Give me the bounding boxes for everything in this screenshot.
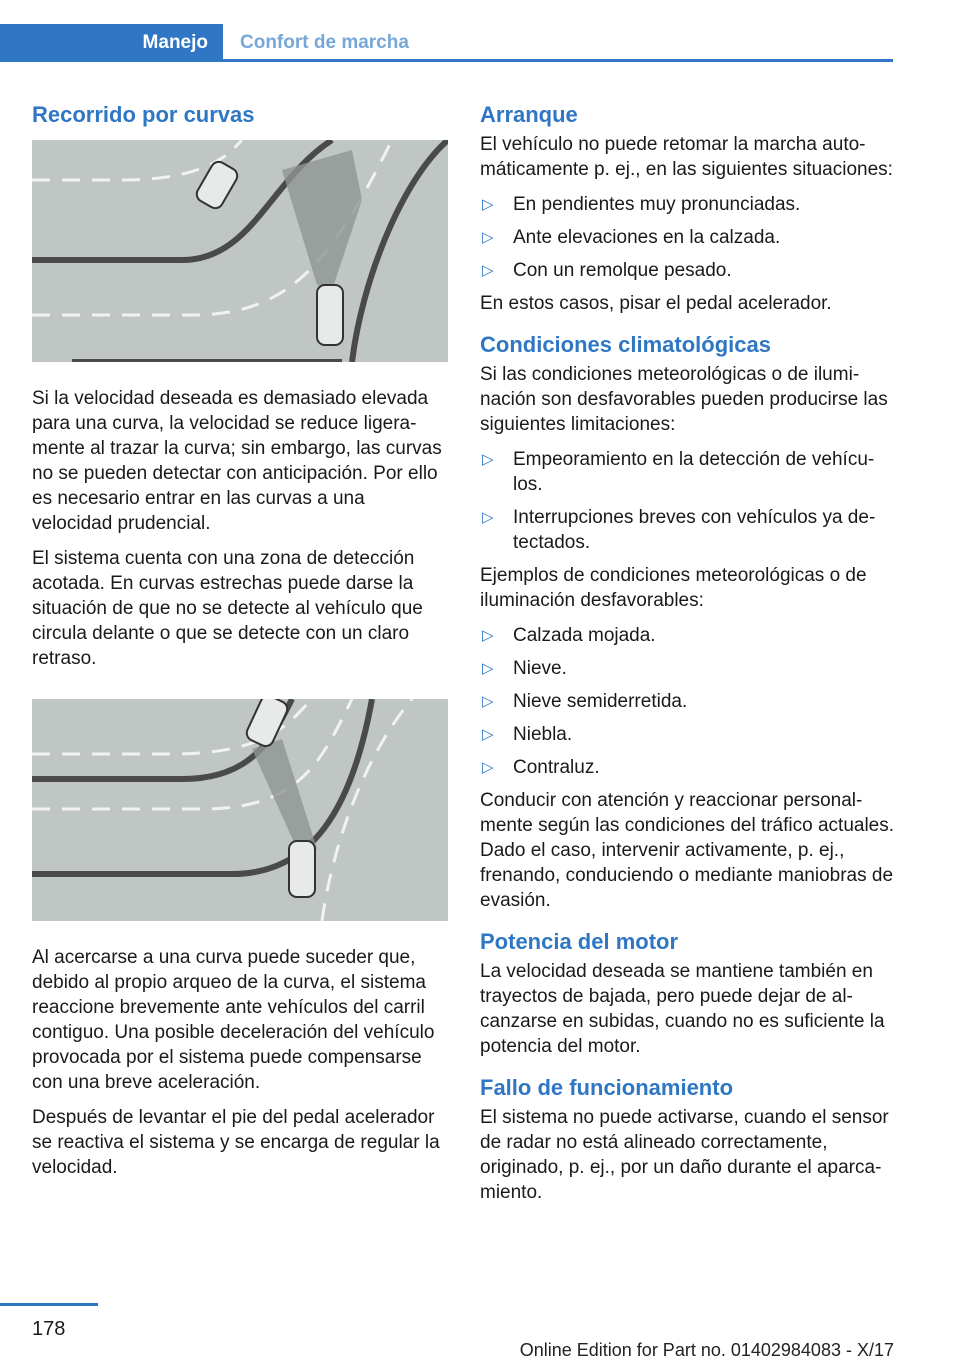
tab-confort-label: Confort de marcha bbox=[240, 32, 409, 53]
heading-recorrido-curvas: Recorrido por curvas bbox=[32, 102, 255, 127]
triangle-bullet-icon: ▷ bbox=[482, 451, 494, 468]
paragraph-reactivacion: Después de levantar el pie del pedal acelerador se reactiva el sistema y se encarga de regular la velocidad. bbox=[32, 1107, 440, 1178]
heading-potencia-motor: Potencia del motor bbox=[480, 929, 679, 954]
list-item: ▷ Con un remolque pesado. bbox=[482, 260, 732, 281]
triangle-bullet-icon: ▷ bbox=[482, 229, 494, 246]
paragraph-carril-contiguo: Al acercarse a una curva puede suceder que, debido al propio arqueo de la curva, el sistema reaccione brevemente ante vehículos del carril contiguo. Una posible deceleración del vehículo provocada por el sistema puede compensarse con una breve aceleración. bbox=[32, 947, 435, 1093]
footer-edition: Online Edition for Part no. 01402984083 - X/17 bbox=[519, 1340, 894, 1360]
triangle-bullet-icon: ▷ bbox=[482, 262, 494, 279]
list-item: ▷ Niebla. bbox=[482, 724, 573, 745]
paragraph-clima-outro: Conducir con atención y reaccionar personalmente según las condiciones del tráfico actuales. Dado el caso, intervenir activamente, p. ej., frenando, conduciendo o mediante maniobras de evasión. bbox=[480, 790, 895, 911]
triangle-bullet-icon: ▷ bbox=[482, 726, 494, 743]
paragraph-potencia: La velocidad deseada se mantiene también en trayectos de bajada, pero puede dejar de alcanzarse en subidas, cuando no es suficiente la potencia del motor. bbox=[480, 961, 885, 1057]
paragraph-clima-intro: Si las condiciones meteorológicas o de iluminación son desfavorables pueden producirse las siguientes limitaciones: bbox=[480, 364, 888, 435]
curve-illustration-2 bbox=[32, 699, 448, 921]
list-item: ▷ Nieve semiderretida. bbox=[482, 691, 688, 712]
triangle-bullet-icon: ▷ bbox=[482, 196, 494, 213]
list-item: ▷ Ante elevaciones en la calzada. bbox=[482, 227, 781, 248]
curve-illustration-1 bbox=[32, 140, 448, 362]
list-item: ▷ Calzada mojada. bbox=[482, 625, 656, 646]
triangle-bullet-icon: ▷ bbox=[482, 509, 494, 526]
list-item: ▷ En pendientes muy pronunciadas. bbox=[482, 194, 801, 215]
triangle-bullet-icon: ▷ bbox=[482, 660, 494, 677]
paragraph-clima-ejemplos: Ejemplos de condiciones meteorológicas o de iluminación desfavorables: bbox=[480, 565, 867, 611]
heading-fallo-funcionamiento: Fallo de funcionamiento bbox=[480, 1075, 734, 1100]
header-rule bbox=[0, 59, 893, 62]
list-item: ▷ Contraluz. bbox=[482, 757, 600, 778]
list-item: ▷ Empeoramiento en la detección de vehículos. bbox=[482, 449, 875, 495]
left-column bbox=[32, 100, 448, 1190]
list-arranque bbox=[480, 192, 896, 283]
list-limitaciones bbox=[480, 447, 896, 555]
paragraph-arranque-outro: En estos casos, pisar el pedal acelerador. bbox=[480, 293, 832, 314]
triangle-bullet-icon: ▷ bbox=[482, 693, 494, 710]
heading-condiciones-climatologicas: Condiciones climatológicas bbox=[480, 332, 771, 357]
list-ejemplos bbox=[480, 623, 896, 780]
page-number: 178 bbox=[32, 1318, 66, 1340]
tab-confort-de-marcha[interactable] bbox=[240, 24, 409, 59]
list-item: ▷ Nieve. bbox=[482, 658, 567, 679]
paragraph-curvas-velocidad: Si la velocidad deseada es demasiado elevada para una curva, la velocidad se reduce ligeramente al trazar la curva; sin embargo, las curvas no se pueden detectar con anticipación. Por ello es necesario entrar en las curvas a una velocidad prudencial. bbox=[32, 388, 442, 534]
triangle-bullet-icon: ▷ bbox=[482, 759, 494, 776]
triangle-bullet-icon: ▷ bbox=[482, 627, 494, 644]
list-item: ▷ Interrupciones breves con vehículos ya detectados. bbox=[482, 507, 876, 553]
heading-arranque: Arranque bbox=[480, 102, 578, 127]
tab-manejo-label: Manejo bbox=[142, 32, 208, 53]
paragraph-fallo: El sistema no puede activarse, cuando el sensor de radar no está alineado correctamente, originado, p. ej., por un daño durante el aparcamiento. bbox=[480, 1107, 889, 1203]
paragraph-arranque-intro: El vehículo no puede retomar la marcha automáticamente p. ej., en las siguientes situaciones: bbox=[480, 134, 893, 180]
paragraph-zona-deteccion: El sistema cuenta con una zona de detección acotada. En curvas estrechas puede darse la situación de que no se detecte al vehículo que circula delante o que se detecte con un claro retraso. bbox=[32, 548, 423, 669]
right-column bbox=[480, 100, 896, 1215]
top-navigation-bar bbox=[0, 24, 893, 62]
page-number-rule bbox=[0, 1303, 98, 1306]
tab-manejo[interactable] bbox=[0, 24, 223, 62]
